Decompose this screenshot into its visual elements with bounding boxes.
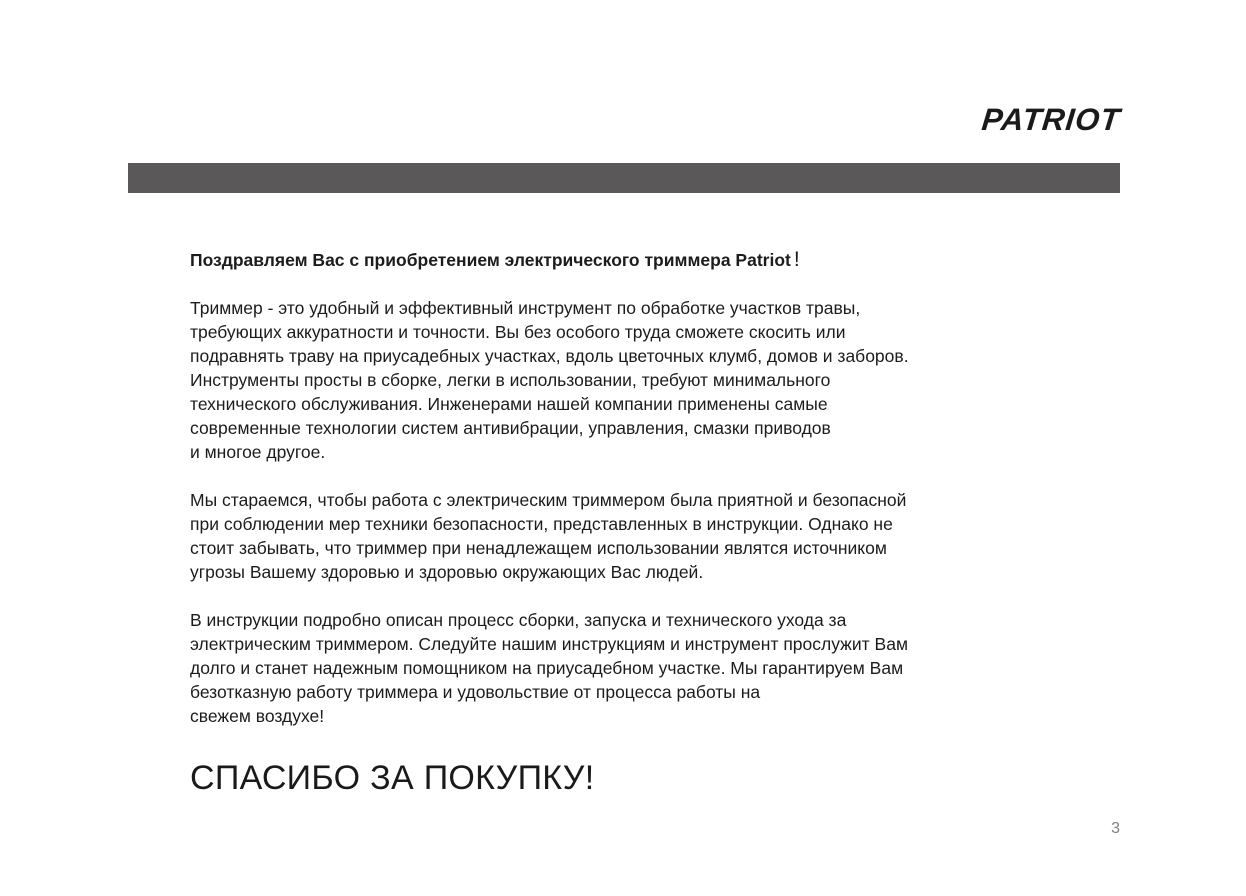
paragraph-instructions xyxy=(190,608,1040,728)
paragraph-line: угрозы Вашему здоровью и здоровью окружающих Вас людей. xyxy=(190,562,704,582)
header-bar xyxy=(128,163,1120,193)
paragraph-line: свежем воздухе! xyxy=(190,706,325,726)
paragraph-safety xyxy=(190,488,1040,584)
paragraph-line: Триммер - это удобный и эффективный инструмент по обработке участков травы, xyxy=(190,298,861,318)
page-number: 3 xyxy=(1111,820,1120,837)
paragraph-line: Инструменты просты в сборке, легки в использовании, требуют минимального xyxy=(190,370,831,390)
paragraph-line: современные технологии систем антивибрации, управления, смазки приводов xyxy=(190,418,831,438)
paragraph-line: электрическим триммером. Следуйте нашим инструкциям и инструмент прослужит Вам xyxy=(190,634,908,654)
paragraph-intro xyxy=(190,296,1040,464)
intro-heading-exclamation: ! xyxy=(793,248,800,271)
intro-heading xyxy=(190,248,1040,272)
paragraph-line: при соблюдении мер техники безопасности, представленных в инструкции. Однако не xyxy=(190,514,893,534)
intro-heading-text: Поздравляем Вас с приобретением электрического триммера Patriot xyxy=(190,250,791,270)
paragraph-line: и многое другое. xyxy=(190,442,326,462)
paragraph-line: стоит забывать, что триммер при ненадлежащем использовании являтся источником xyxy=(190,538,887,558)
paragraph-line: технического обслуживания. Инженерами нашей компании применены самые xyxy=(190,394,828,414)
paragraph-line: В инструкции подробно описан процесс сборки, запуска и технического ухода за xyxy=(190,610,847,630)
thanks-heading: СПАСИБО ЗА ПОКУПКУ! xyxy=(190,759,595,797)
paragraph-line: требующих аккуратности и точности. Вы без особого труда сможете скосить или xyxy=(190,322,846,342)
patriot-logo: PATRIOT xyxy=(979,102,1122,137)
paragraph-line: безотказную работу триммера и удовольствие от процесса работы на xyxy=(190,682,761,702)
paragraph-line: Мы стараемся, чтобы работа с электрическим триммером была приятной и безопасной xyxy=(190,490,907,510)
paragraph-line: подравнять траву на приусадебных участках, вдоль цветочных клумб, домов и заборов. xyxy=(190,346,909,366)
page-content xyxy=(190,248,1040,798)
paragraph-line: долго и станет надежным помощником на приусадебном участке. Мы гарантируем Вам xyxy=(190,658,904,678)
